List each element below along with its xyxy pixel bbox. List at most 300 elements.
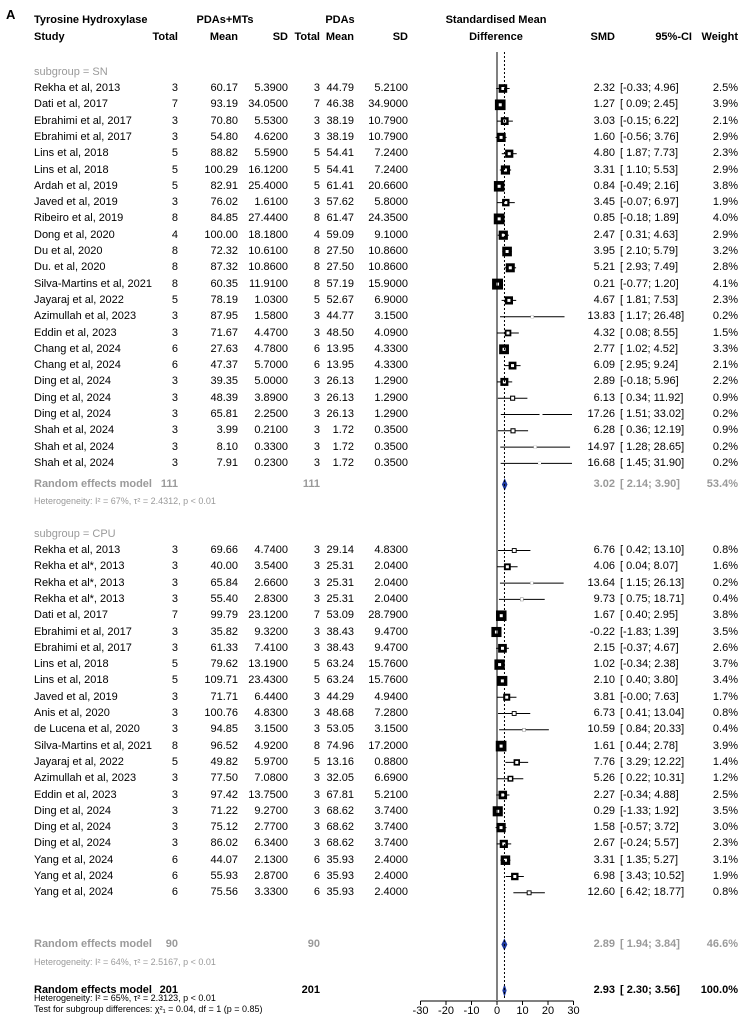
mean1-value: 94.85: [210, 723, 238, 736]
total1-value: 5: [171, 163, 178, 176]
ci-value: [ 1.51; 33.02]: [620, 408, 685, 420]
total2-value: 3: [313, 723, 320, 736]
total2-value: 6: [313, 853, 320, 866]
study-effect-point: [538, 462, 541, 465]
mean2-value: 63.24: [326, 674, 354, 687]
sd1-value: 13.1900: [248, 658, 288, 671]
study-name: Ding et al, 2024: [34, 837, 112, 850]
total1-value: 8: [171, 245, 178, 257]
mean1-value: 72.32: [210, 245, 238, 257]
mean1-value: 55.93: [210, 870, 238, 882]
mean1-value: 71.67: [210, 326, 238, 339]
study-name: Anis et al, 2020: [34, 707, 110, 719]
sd1-value: 27.4400: [248, 212, 288, 225]
sd1-value: 23.4300: [248, 674, 288, 687]
smd-value: 6.73: [593, 707, 615, 719]
mean1-value: 3.99: [216, 424, 238, 437]
mean1-value: 44.07: [210, 853, 238, 866]
weight-value: 1.6%: [712, 560, 738, 573]
total1-value: 5: [171, 658, 178, 671]
ci-value: [ 1.81; 7.53]: [620, 293, 679, 306]
sd1-value: 2.2500: [254, 408, 288, 420]
sd1-value: 5.9700: [254, 755, 288, 768]
weight-value: 3.3%: [712, 342, 738, 355]
weight-value: 2.5%: [712, 788, 738, 801]
mean1-value: 8.10: [216, 440, 238, 453]
sd2-value: 2.4000: [374, 853, 408, 866]
smd-value: 2.47: [593, 228, 615, 241]
smd-value: 6.76: [593, 544, 615, 556]
sd1-value: 5.5300: [254, 114, 288, 127]
study-effect-point: [498, 217, 501, 220]
study-effect-point: [528, 891, 531, 894]
sd1-value: 34.0500: [248, 98, 288, 111]
total2-value: 5: [313, 658, 320, 671]
weight-value: 2.9%: [712, 130, 738, 143]
mean2-value: 25.31: [326, 576, 354, 589]
mean1-value: 7.91: [216, 456, 238, 469]
total1-value: 3: [171, 424, 178, 437]
smd-value: 7.76: [593, 755, 615, 768]
weight-value: 2.9%: [712, 163, 738, 176]
sd2-value: 5.2100: [374, 788, 408, 801]
sd1-value: 3.5400: [254, 560, 288, 573]
study-effect-point: [508, 152, 511, 155]
weight-value: 0.2%: [712, 576, 738, 589]
study-effect-point: [540, 413, 543, 416]
mean1-value: 75.56: [210, 886, 238, 899]
study-name: Shah et al, 2024: [34, 424, 115, 437]
x-tick-label: 20: [541, 1005, 555, 1014]
study-name: Azimullah et al, 2023: [34, 772, 137, 785]
ci-value: [ 2.10; 5.79]: [620, 245, 679, 257]
sd2-value: 10.7900: [368, 130, 408, 143]
smd-value: 5.21: [593, 261, 615, 274]
total2-value: 3: [313, 804, 320, 817]
mean1-value: 84.85: [210, 212, 238, 225]
sd2-value: 2.4000: [374, 886, 408, 899]
mean2-value: 44.77: [326, 310, 354, 323]
ci-value: [-0.56; 3.76]: [620, 130, 679, 143]
ci-value: [ 0.42; 13.10]: [620, 544, 685, 556]
mean1-value: 93.19: [210, 98, 238, 111]
weight-value: 3.0%: [712, 821, 738, 834]
sd1-value: 4.6200: [254, 130, 288, 143]
total2-value: 5: [313, 293, 320, 306]
sd2-value: 10.8600: [368, 261, 408, 274]
smd-value: 3.95: [593, 245, 615, 257]
sd1-value: 2.1300: [254, 853, 288, 866]
total2-value: 3: [313, 196, 320, 209]
ci-col-header: 95%-CI: [655, 31, 692, 43]
sd1-value: 1.0300: [254, 293, 288, 306]
weight-value: 0.2%: [712, 310, 738, 323]
mean1-value: 54.80: [210, 130, 238, 143]
mean1-value: 87.32: [210, 261, 238, 274]
pooled-total2-sn: 111: [302, 478, 320, 490]
sd1-value: 3.8900: [254, 391, 288, 404]
sd2-value: 3.1500: [374, 723, 408, 736]
sd1-value: 2.7700: [254, 821, 288, 834]
weight-value: 0.2%: [712, 456, 738, 469]
total1-value: 3: [171, 560, 178, 573]
total2-value: 3: [313, 837, 320, 850]
smd-value: 17.26: [587, 408, 615, 420]
ci-value: [ 2.93; 7.49]: [620, 261, 679, 274]
weight-value: 3.2%: [712, 245, 738, 257]
total1-value: 5: [171, 674, 178, 687]
sd1-value: 13.7500: [248, 788, 288, 801]
weight-value: 1.9%: [712, 870, 738, 882]
mean1-value: 75.12: [210, 821, 238, 834]
smd-value: 1.61: [593, 739, 615, 752]
study-name: Chang et al, 2024: [34, 342, 121, 355]
total2-value: 3: [313, 544, 320, 556]
total2-value: 6: [313, 886, 320, 899]
total2-value: 3: [313, 576, 320, 589]
mean2-value: 68.62: [326, 837, 354, 850]
total2-value: 3: [313, 375, 320, 388]
mean2-value: 35.93: [326, 886, 354, 899]
study-name: Ebrahimi et al, 2017: [34, 625, 132, 638]
total2-value: 5: [313, 147, 320, 160]
smd-value: 4.32: [593, 326, 615, 339]
mean1-value: 100.29: [204, 163, 238, 176]
overall-weight: 100.0%: [700, 984, 738, 996]
ci-value: [ 6.42; 18.77]: [620, 886, 685, 899]
sd2-value: 2.0400: [374, 560, 408, 573]
mean2-value: 38.43: [326, 625, 354, 638]
sd2-value: 4.9400: [374, 690, 408, 703]
total1-value: 3: [171, 310, 178, 323]
smd-value: 0.85: [593, 212, 615, 225]
total2-value: 6: [313, 359, 320, 372]
total2-value: 3: [313, 114, 320, 127]
sd1-value: 11.9100: [249, 277, 288, 290]
mean2-value: 46.38: [326, 98, 354, 111]
total1-value: 3: [171, 837, 178, 850]
total2-value: 7: [313, 609, 320, 622]
total1-value: 3: [171, 576, 178, 589]
sd1-value: 6.3400: [254, 837, 288, 850]
ci-value: [ 0.09; 2.45]: [620, 98, 679, 111]
weight-value: 1.5%: [712, 326, 738, 339]
sd1-value: 16.1200: [248, 163, 288, 176]
total1-value: 8: [171, 277, 178, 290]
weight-value: 0.8%: [712, 886, 738, 899]
smd-value: 6.09: [593, 359, 615, 372]
ci-value: [-0.24; 5.57]: [620, 837, 679, 850]
study-name: Silva-Martins et al, 2021: [34, 739, 152, 752]
smd-value: 16.68: [587, 456, 615, 469]
total1-value: 3: [171, 821, 178, 834]
study-effect-point: [500, 745, 503, 748]
total1-value: 3: [171, 772, 178, 785]
total1-col-header: Total: [152, 31, 178, 43]
ci-value: [-0.77; 1.20]: [620, 277, 679, 290]
sd1-value: 7.0800: [254, 772, 288, 785]
mean1-value: 100.00: [204, 228, 238, 241]
ci-value: [ 0.40; 3.80]: [620, 674, 679, 687]
ci-value: [-0.33; 4.96]: [620, 82, 679, 94]
sd2-value: 10.7900: [368, 114, 408, 127]
total1-value: 5: [171, 755, 178, 768]
study-effect-point: [531, 315, 534, 318]
group1-header: PDAs+MTs: [196, 14, 254, 26]
study-effect-point: [501, 679, 504, 682]
total1-value: 6: [171, 870, 178, 882]
total1-value: 3: [171, 723, 178, 736]
sd2-value: 5.2100: [374, 82, 408, 94]
weight-value: 4.1%: [712, 277, 738, 290]
study-name: Rekha et al, 2013: [34, 544, 121, 556]
smd-value: 14.97: [587, 440, 615, 453]
total1-value: 6: [171, 853, 178, 866]
x-tick-label: 0: [493, 1005, 501, 1014]
pooled-ci-cpu: [ 1.94; 3.84]: [620, 938, 680, 950]
ci-value: [ 2.95; 9.24]: [620, 359, 679, 372]
study-name: Ding et al, 2024: [34, 821, 112, 834]
mean1-value: 40.00: [210, 560, 238, 573]
total1-value: 3: [171, 625, 178, 638]
weight-value: 3.9%: [712, 739, 738, 752]
sd2-value: 9.4700: [374, 641, 408, 654]
weight-value: 2.3%: [712, 837, 738, 850]
study-effect-point: [520, 598, 523, 601]
sd2-value: 1.2900: [374, 391, 408, 404]
total2-value: 3: [313, 592, 320, 605]
total2-value: 3: [313, 440, 320, 453]
smd-value: 1.58: [593, 821, 615, 834]
sd2-value: 0.3500: [374, 456, 408, 469]
weight-value: 0.2%: [712, 408, 738, 420]
sd1-value: 4.7800: [254, 342, 288, 355]
mean2-value: 68.62: [326, 821, 354, 834]
total1-value: 3: [171, 592, 178, 605]
sd2-value: 10.8600: [368, 245, 408, 257]
subgroup-label-sn: subgroup = SN: [34, 66, 108, 78]
study-name: Dong et al, 2020: [34, 228, 115, 241]
smd-value: 4.06: [593, 560, 615, 573]
total2-value: 8: [313, 277, 320, 290]
total2-value: 8: [313, 212, 320, 225]
mean2-value: 26.13: [326, 408, 354, 420]
pooled-ci-sn: [ 2.14; 3.90]: [620, 478, 680, 490]
sd2-value: 3.7400: [374, 804, 408, 817]
mean2-value: 44.79: [326, 82, 354, 94]
weight-value: 1.9%: [712, 196, 738, 209]
weight-value: 3.7%: [712, 658, 738, 671]
total1-value: 5: [171, 147, 178, 160]
x-tick-label: -20: [438, 1005, 454, 1014]
total1-value: 3: [171, 707, 178, 719]
smd-value: 13.64: [587, 576, 615, 589]
smd-title-line1: Standardised Mean: [445, 14, 547, 26]
total1-value: 7: [171, 609, 178, 622]
sd2-value: 9.4700: [374, 625, 408, 638]
weight-value: 2.1%: [712, 359, 738, 372]
pooled-weight-sn: 53.4%: [706, 478, 738, 490]
overall-ci: [ 2.30; 3.56]: [620, 984, 680, 996]
weight-value: 1.2%: [712, 772, 738, 785]
sd1-value: 1.6100: [254, 196, 288, 209]
weight-value: 2.9%: [712, 228, 738, 241]
total2-value: 3: [313, 310, 320, 323]
study-effect-point: [500, 136, 503, 139]
ci-value: [ 1.02; 4.52]: [620, 342, 679, 355]
ci-value: [-0.18; 1.89]: [620, 212, 679, 225]
overall-label: Random effects model: [34, 984, 152, 996]
total2-value: 3: [313, 788, 320, 801]
total1-value: 3: [171, 440, 178, 453]
study-effect-point: [496, 283, 499, 286]
mean1-value: 97.42: [210, 788, 238, 801]
total1-value: 3: [171, 82, 178, 94]
study-name: Javed et al, 2019: [34, 690, 118, 703]
study-effect-point: [507, 332, 510, 335]
mean1-value: 60.17: [210, 82, 238, 94]
x-tick-label: -30: [412, 1005, 429, 1014]
mean2-value: 29.14: [326, 544, 354, 556]
study-effect-point: [523, 728, 526, 731]
study-effect-point: [506, 250, 509, 253]
ci-value: [ 0.36; 12.19]: [620, 424, 685, 437]
total2-value: 8: [313, 739, 320, 752]
study-name: Ding et al, 2024: [34, 804, 112, 817]
study-name: Dati et al, 2017: [34, 98, 108, 111]
smd-title-line2: Difference: [469, 31, 523, 43]
sd1-value: 2.8300: [254, 592, 288, 605]
mean1-value: 61.33: [210, 641, 238, 654]
sd1-value: 5.3900: [254, 82, 288, 94]
mean1-value: 47.37: [210, 359, 238, 372]
study-effect-point: [511, 364, 514, 367]
total1-value: 3: [171, 690, 178, 703]
ci-value: [ 0.08; 8.55]: [620, 326, 679, 339]
study-effect-point: [513, 549, 516, 552]
study-name: Rekha et al*, 2013: [34, 592, 125, 605]
total1-value: 3: [171, 391, 178, 404]
weight-value: 0.4%: [712, 592, 738, 605]
sd2-value: 6.9000: [374, 293, 408, 306]
mean2-value: 54.41: [326, 147, 354, 160]
total2-value: 8: [313, 261, 320, 274]
mean2-value: 35.93: [326, 870, 354, 882]
sd2-value: 28.7900: [368, 609, 408, 622]
study-name: Eddin et al, 2023: [34, 326, 117, 339]
ci-value: [-0.07; 6.97]: [620, 196, 679, 209]
overall-smd: 2.93: [593, 984, 615, 996]
overall-heterogeneity: Heterogeneity: I² = 65%, τ² = 2.3123, p < 0.01: [34, 993, 216, 1003]
total1-value: 3: [171, 804, 178, 817]
study-effect-point: [509, 777, 512, 780]
total1-value: 6: [171, 886, 178, 899]
study-effect-point: [512, 429, 515, 432]
total1-value: 3: [171, 544, 178, 556]
sd1-value: 9.3200: [254, 625, 288, 638]
study-name: Ebrahimi et al, 2017: [34, 641, 132, 654]
study-name: Jayaraj et al, 2022: [34, 293, 124, 306]
panel-label: A: [6, 7, 16, 22]
sd2-value: 3.7400: [374, 821, 408, 834]
sd1-value: 3.1500: [254, 723, 288, 736]
study-effect-point: [515, 761, 518, 764]
mean1-value: 65.81: [210, 408, 238, 420]
mean2-value: 57.62: [326, 196, 354, 209]
weight-value: 0.2%: [712, 440, 738, 453]
sd1-value: 7.4100: [254, 641, 288, 654]
sd2-value: 4.3300: [374, 342, 408, 355]
sd2-value: 0.3500: [374, 440, 408, 453]
total1-value: 3: [171, 456, 178, 469]
x-tick-label: 10: [516, 1005, 529, 1014]
mean2-value: 27.50: [326, 261, 354, 274]
study-effect-point: [500, 614, 503, 617]
total1-value: 3: [171, 130, 178, 143]
sd2-value: 3.1500: [374, 310, 408, 323]
mean2-value: 27.50: [326, 245, 354, 257]
sd2-value: 15.9000: [368, 277, 408, 290]
weight-value: 3.1%: [712, 853, 738, 866]
sd1-value: 4.4700: [254, 326, 288, 339]
smd-value: 0.84: [593, 179, 615, 192]
sd2-col-header: SD: [392, 31, 408, 43]
sd1-value: 10.8600: [248, 261, 288, 274]
smd-value: 9.73: [593, 592, 615, 605]
mean2-value: 44.29: [326, 690, 354, 703]
total2-value: 3: [313, 690, 320, 703]
sd2-value: 15.7600: [368, 658, 408, 671]
mean1-value: 27.63: [210, 342, 238, 355]
weight-value: 3.9%: [712, 98, 738, 111]
total1-value: 3: [171, 375, 178, 388]
total2-value: 5: [313, 179, 320, 192]
sd2-value: 34.9000: [368, 98, 408, 111]
total2-value: 5: [313, 755, 320, 768]
heterogeneity-cpu: Heterogeneity: I² = 64%, τ² = 2.5167, p < 0.01: [34, 957, 216, 967]
smd-value: 2.32: [593, 82, 615, 94]
mean1-value: 60.35: [210, 277, 238, 290]
ci-value: [-0.49; 2.16]: [620, 179, 679, 192]
total2-value: 3: [313, 424, 320, 437]
sd2-value: 6.6900: [374, 772, 408, 785]
weight-value: 2.6%: [712, 641, 738, 654]
sd2-value: 24.3500: [368, 212, 408, 225]
mean2-value: 26.13: [326, 375, 354, 388]
total2-value: 4: [313, 228, 320, 241]
sd2-value: 2.0400: [374, 576, 408, 589]
mean2-value: 53.09: [326, 609, 354, 622]
study-name: Lins et al, 2018: [34, 658, 109, 671]
sd1-value: 4.8300: [254, 707, 288, 719]
outcome-title: Tyrosine Hydroxylase: [34, 14, 148, 26]
sd2-value: 0.8800: [374, 755, 408, 768]
mean2-value: 48.68: [326, 707, 354, 719]
weight-value: 0.9%: [712, 424, 738, 437]
weight-value: 4.0%: [712, 212, 738, 225]
smd-value: 2.10: [593, 674, 615, 687]
sd2-value: 0.3500: [374, 424, 408, 437]
ci-value: [ 0.40; 2.95]: [620, 609, 679, 622]
total1-value: 3: [171, 326, 178, 339]
smd-value: 2.15: [593, 641, 615, 654]
overall-total1: 201: [159, 984, 178, 996]
mean2-value: 67.81: [326, 788, 354, 801]
total2-value: 3: [313, 408, 320, 420]
study-effect-point: [501, 647, 504, 650]
total2-col-header: Total: [294, 31, 320, 43]
smd-col-header: SMD: [590, 31, 615, 43]
